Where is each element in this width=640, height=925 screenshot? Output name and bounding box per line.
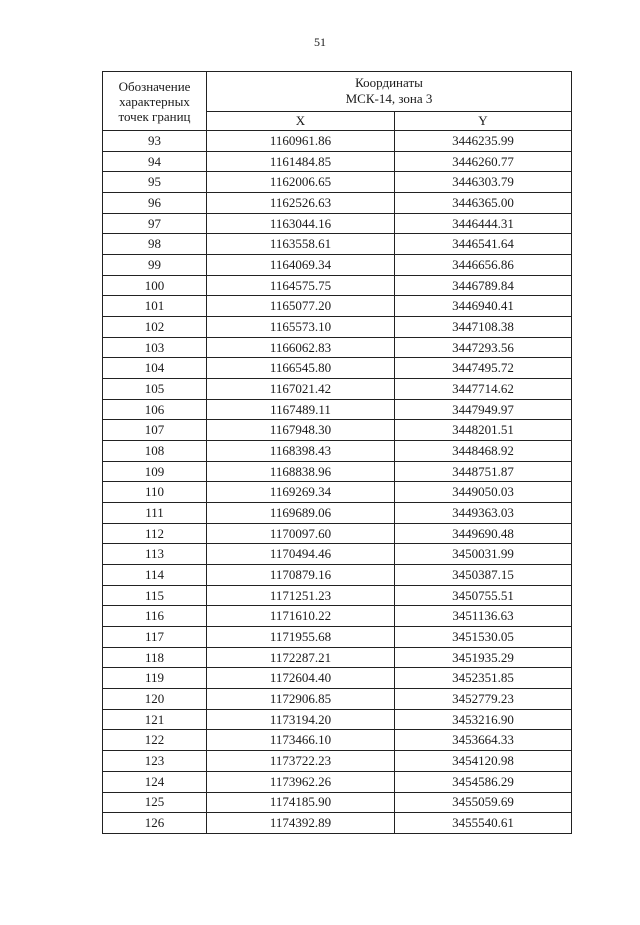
table-row [103,317,572,338]
table-row [103,482,572,503]
y-coordinate-cell: 3454586.29 [395,771,572,792]
y-coordinate-cell: 3446303.79 [395,172,572,193]
y-coordinate-cell: 3452779.23 [395,689,572,710]
y-coordinate-cell: 3446235.99 [395,131,572,152]
x-coordinate-cell: 1172604.40 [207,668,395,689]
x-coordinate-cell: 1161484.85 [207,151,395,172]
point-number-cell: 100 [103,275,207,296]
x-coordinate-cell: 1169689.06 [207,503,395,524]
x-coordinate-cell: 1164069.34 [207,255,395,276]
point-number-cell: 116 [103,606,207,627]
table-row [103,131,572,152]
table-row [103,751,572,772]
point-number-cell: 120 [103,689,207,710]
table-row [103,668,572,689]
x-coordinate-cell: 1173194.20 [207,709,395,730]
x-coordinate-cell: 1169269.34 [207,482,395,503]
y-coordinate-cell: 3451530.05 [395,627,572,648]
y-coordinate-cell: 3455059.69 [395,792,572,813]
x-coordinate-cell: 1163044.16 [207,213,395,234]
x-coordinate-cell: 1163558.61 [207,234,395,255]
x-coordinate-cell: 1168398.43 [207,441,395,462]
point-number-cell: 118 [103,647,207,668]
table-row [103,544,572,565]
y-coordinate-cell: 3447949.97 [395,399,572,420]
point-number-cell: 108 [103,441,207,462]
table-row [103,172,572,193]
table-row [103,193,572,214]
point-number-cell: 111 [103,503,207,524]
point-number-cell: 107 [103,420,207,441]
x-coordinate-cell: 1171955.68 [207,627,395,648]
point-number-cell: 117 [103,627,207,648]
table-row [103,275,572,296]
point-number-cell: 94 [103,151,207,172]
y-coordinate-cell: 3452351.85 [395,668,572,689]
y-coordinate-cell: 3453216.90 [395,709,572,730]
y-coordinate-cell: 3447495.72 [395,358,572,379]
point-number-cell: 124 [103,771,207,792]
point-number-cell: 96 [103,193,207,214]
table-row [103,234,572,255]
y-coordinate-cell: 3447293.56 [395,337,572,358]
point-number-cell: 103 [103,337,207,358]
table-row [103,296,572,317]
point-number-cell: 104 [103,358,207,379]
x-coordinate-cell: 1164575.75 [207,275,395,296]
y-coordinate-cell: 3450031.99 [395,544,572,565]
x-coordinate-cell: 1174392.89 [207,813,395,834]
point-number-cell: 93 [103,131,207,152]
point-number-cell: 102 [103,317,207,338]
point-header-line1: Обозначение [118,78,191,94]
y-coordinate-cell: 3446365.00 [395,193,572,214]
point-number-cell: 98 [103,234,207,255]
y-coordinate-cell: 3446541.64 [395,234,572,255]
coordinates-header-line1: Координаты [355,75,423,91]
point-number-cell: 95 [103,172,207,193]
point-header-line3: точек границ [118,108,191,124]
point-number-cell: 101 [103,296,207,317]
table-body [103,131,572,834]
table-row [103,379,572,400]
table-row [103,627,572,648]
page-number: 51 [314,35,326,49]
y-coordinate-cell: 3455540.61 [395,813,572,834]
point-number-cell: 125 [103,792,207,813]
point-number-cell: 126 [103,813,207,834]
table-row [103,813,572,834]
x-coordinate-cell: 1166545.80 [207,358,395,379]
table-row [103,151,572,172]
y-coordinate-cell: 3448751.87 [395,461,572,482]
y-coordinate-cell: 3454120.98 [395,751,572,772]
x-coordinate-cell: 1170879.16 [207,565,395,586]
y-coordinate-cell: 3449363.03 [395,503,572,524]
y-coordinate-cell: 3453664.33 [395,730,572,751]
x-coordinate-cell: 1171610.22 [207,606,395,627]
y-coordinate-cell: 3446940.41 [395,296,572,317]
x-coordinate-cell: 1165077.20 [207,296,395,317]
x-coordinate-cell: 1168838.96 [207,461,395,482]
point-number-cell: 109 [103,461,207,482]
table-row [103,585,572,606]
x-coordinate-cell: 1162006.65 [207,172,395,193]
table-row [103,606,572,627]
table-row [103,503,572,524]
y-coordinate-cell: 3446789.84 [395,275,572,296]
y-coordinate-cell: 3447108.38 [395,317,572,338]
point-number-cell: 99 [103,255,207,276]
x-coordinate-cell: 1172906.85 [207,689,395,710]
point-number-cell: 114 [103,565,207,586]
y-coordinate-cell: 3451136.63 [395,606,572,627]
point-number-cell: 122 [103,730,207,751]
y-coordinate-cell: 3450387.15 [395,565,572,586]
y-coordinate-cell: 3450755.51 [395,585,572,606]
point-header [103,72,207,131]
y-coordinate-cell: 3447714.62 [395,379,572,400]
x-coordinate-cell: 1173466.10 [207,730,395,751]
y-column-header: Y [395,111,572,130]
table-row [103,255,572,276]
point-number-cell: 110 [103,482,207,503]
point-number-cell: 106 [103,399,207,420]
coordinates-table [102,71,572,834]
coordinates-header-line2: МСК-14, зона 3 [345,91,433,107]
x-coordinate-cell: 1171251.23 [207,585,395,606]
y-coordinate-cell: 3449690.48 [395,523,572,544]
y-coordinate-cell: 3446260.77 [395,151,572,172]
x-coordinate-cell: 1172287.21 [207,647,395,668]
point-number-cell: 105 [103,379,207,400]
coordinates-header [207,72,572,112]
x-coordinate-cell: 1160961.86 [207,131,395,152]
table-row [103,709,572,730]
point-number-cell: 121 [103,709,207,730]
table-row [103,337,572,358]
table-row [103,213,572,234]
x-coordinate-cell: 1174185.90 [207,792,395,813]
x-coordinate-cell: 1170097.60 [207,523,395,544]
table-row [103,399,572,420]
y-coordinate-cell: 3448201.51 [395,420,572,441]
x-coordinate-cell: 1166062.83 [207,337,395,358]
table-row [103,441,572,462]
table-row [103,730,572,751]
point-number-cell: 119 [103,668,207,689]
y-coordinate-cell: 3446656.86 [395,255,572,276]
point-header-line2: характерных [119,93,190,109]
point-number-cell: 112 [103,523,207,544]
y-coordinate-cell: 3446444.31 [395,213,572,234]
y-coordinate-cell: 3449050.03 [395,482,572,503]
y-coordinate-cell: 3448468.92 [395,441,572,462]
x-column-header: X [207,111,395,130]
x-coordinate-cell: 1167489.11 [207,399,395,420]
point-number-cell: 97 [103,213,207,234]
table-row [103,420,572,441]
x-coordinate-cell: 1173962.26 [207,771,395,792]
x-coordinate-cell: 1167021.42 [207,379,395,400]
table-row [103,771,572,792]
table-row [103,689,572,710]
point-number-cell: 123 [103,751,207,772]
y-coordinate-cell: 3451935.29 [395,647,572,668]
x-coordinate-cell: 1162526.63 [207,193,395,214]
table-row [103,647,572,668]
point-number-cell: 115 [103,585,207,606]
table-row [103,792,572,813]
table-row [103,565,572,586]
point-number-cell: 113 [103,544,207,565]
x-coordinate-cell: 1173722.23 [207,751,395,772]
table-row [103,523,572,544]
table-row [103,461,572,482]
x-coordinate-cell: 1165573.10 [207,317,395,338]
table-row [103,358,572,379]
x-coordinate-cell: 1167948.30 [207,420,395,441]
x-coordinate-cell: 1170494.46 [207,544,395,565]
